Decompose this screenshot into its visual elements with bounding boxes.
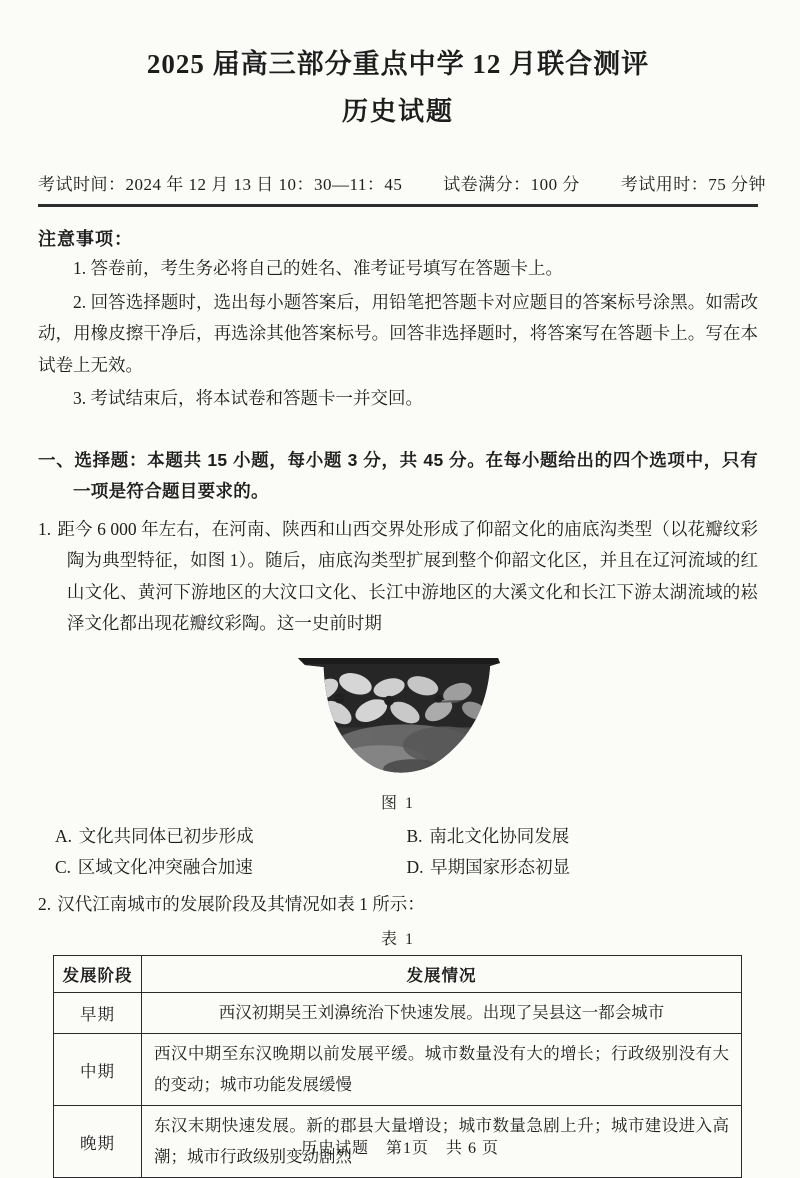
option-c bbox=[55, 852, 407, 883]
question-1-number: 1. bbox=[38, 518, 52, 539]
option-b-label: B. bbox=[406, 825, 423, 846]
table-row-early bbox=[54, 992, 742, 1034]
option-c-label: C. bbox=[55, 857, 72, 878]
table-header-row bbox=[54, 955, 742, 992]
stage-early: 早期 bbox=[54, 992, 142, 1034]
figure-1-caption: 图 1 bbox=[380, 794, 415, 812]
double-rule-divider bbox=[38, 204, 758, 207]
option-d-text: 早期国家形态初显 bbox=[430, 857, 571, 878]
pottery-bowl-image bbox=[294, 650, 502, 781]
stage-middle: 中期 bbox=[54, 1034, 142, 1106]
notice-heading: 注意事项： bbox=[38, 229, 133, 250]
table-row-middle bbox=[54, 1034, 742, 1106]
exam-subject-title: 历史试题 bbox=[341, 97, 454, 127]
option-a-label: A. bbox=[55, 825, 73, 846]
table-header-situation: 发展情况 bbox=[142, 955, 742, 992]
stage-middle-desc: 西汉中期至东汉晚期以前发展平缓。城市数量没有大的增长；行政级别没有大的变动；城市功能发展缓慢 bbox=[142, 1034, 742, 1106]
exam-info-line bbox=[38, 170, 766, 195]
question-1 bbox=[38, 514, 758, 883]
option-a-text: 文化共同体已初步形成 bbox=[78, 825, 254, 846]
question-2-body: 汉代江南城市的发展阶段及其情况如表 1 所示： bbox=[57, 894, 425, 915]
option-d bbox=[407, 852, 759, 883]
exam-duration: 考试用时：75 分钟 bbox=[620, 175, 766, 195]
question-1-text bbox=[38, 514, 758, 640]
notice-item-3: 3. 考试结束后，将本试卷和答题卡一并交回。 bbox=[73, 388, 423, 409]
option-c-text: 区域文化冲突融合加速 bbox=[77, 857, 253, 878]
stage-late-desc: 东汉末期快速发展。新的郡县大量增设；城市数量急剧上升；城市建设进入高潮；城市行政级别变动剧烈 bbox=[142, 1106, 742, 1178]
question-1-figure bbox=[38, 650, 758, 813]
exam-full-score: 试卷满分：100 分 bbox=[443, 175, 580, 195]
question-1-options bbox=[38, 821, 758, 883]
option-b-text: 南北文化协同发展 bbox=[429, 825, 570, 846]
exam-time: 考试时间：2024 年 12 月 13 日 10：30—11：45 bbox=[38, 175, 403, 195]
question-1-body: 距今 6 000 年左右，在河南、陕西和山西交界处形成了仰韶文化的庙底沟类型（以花瓣纹彩陶为典型特征，如图 1）。随后，庙底沟类型扩展到整个仰韶文化区，并且在辽河流域的红山文化、黄河下游地区的大汶口文化、长江中游地区的大溪文化和长江下游太湖流域的崧泽文化都出现花瓣纹彩陶。这一史前时期 bbox=[57, 518, 758, 634]
option-b bbox=[407, 821, 759, 852]
notice-item-2: 2. 回答选择题时，选出每小题答案后，用铅笔把答题卡对应题目的答案标号涂黑。如需改动，用橡皮擦干净后，再选涂其他答案标号。回答非选择题时，将答案写在答题卡上。写在本试卷上无效。 bbox=[38, 291, 758, 375]
question-2-text bbox=[38, 889, 758, 921]
page-footer: 历史试题 第1页 共 6 页 bbox=[300, 1140, 499, 1157]
option-d-label: D. bbox=[406, 857, 424, 878]
stage-late: 晚期 bbox=[54, 1106, 142, 1178]
table-header-stage: 发展阶段 bbox=[54, 955, 142, 992]
question-2-number: 2. bbox=[38, 894, 52, 915]
notice-item-1: 1. 答卷前，考生务必将自己的姓名、准考证号填写在答题卡上。 bbox=[73, 258, 563, 279]
section-1-heading: 一、选择题：本题共 15 小题，每小题 3 分，共 45 分。在每小题给出的四个选项中，只有一项是符合题目要求的。 bbox=[38, 449, 758, 502]
option-a bbox=[55, 821, 407, 852]
notice-section bbox=[38, 225, 758, 415]
stage-early-desc: 西汉初期吴王刘濞统治下快速发展。出现了吴县这一都会城市 bbox=[142, 992, 742, 1034]
table-1-caption: 表 1 bbox=[380, 930, 415, 948]
exam-title: 2025 届高三部分重点中学 12 月联合测评 bbox=[146, 49, 650, 79]
